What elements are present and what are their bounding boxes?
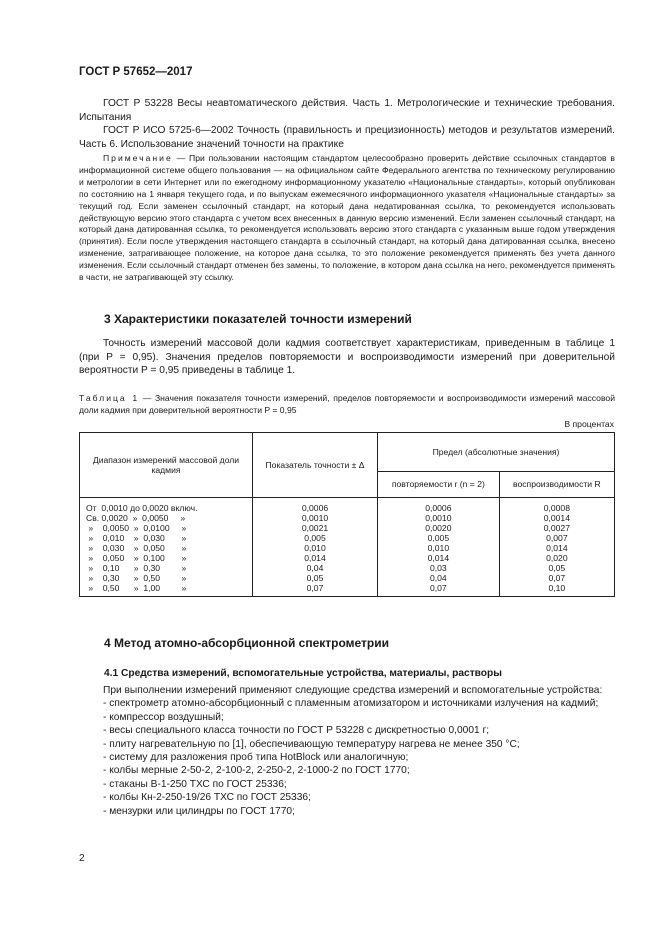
section-4-heading: 4 Метод атомно-абсорбционной спектрометрии	[104, 636, 390, 650]
list-item: - колбы мерные 2-50-2, 2-100-2, 2-250-2, 2-1000-2 по ГОСТ 1770;	[103, 765, 410, 777]
reproducibility-cell: 0,014	[499, 543, 614, 553]
repeatability-cell: 0,04	[378, 573, 500, 583]
table-row	[80, 563, 615, 573]
range-cell: » 0,030 » 0,050 »	[80, 543, 253, 553]
equipment-list	[79, 684, 615, 818]
note-paragraph	[79, 153, 615, 284]
reproducibility-cell: 0,0008	[499, 498, 614, 514]
accuracy-cell: 0,0006	[253, 498, 378, 514]
list-item: - систему для разложения проб типа HotBlock или аналогичную;	[103, 752, 409, 764]
accuracy-table	[79, 432, 615, 597]
reproducibility-cell: 0,07	[499, 573, 614, 583]
subsection-4-1-heading: 4.1 Средства измерений, вспомогательные устройства, материалы, растворы	[104, 668, 502, 679]
table-row	[80, 513, 615, 523]
col-repeat-header: повторяемости r (n = 2)	[378, 471, 500, 497]
col-limit-header: Предел (абсолютные значения)	[378, 433, 615, 472]
section-3-heading: 3 Характеристики показателей точности измерений	[104, 312, 412, 326]
list-item: - мензурки или цилиндры по ГОСТ 1770;	[103, 805, 295, 817]
list-item: - весы специального класса точности по ГОСТ Р 53228 с дискретностью 0,0001 г;	[103, 725, 490, 737]
table-row	[80, 498, 615, 514]
table-row	[80, 583, 615, 597]
repeatability-cell: 0,010	[378, 543, 500, 553]
table-row	[80, 523, 615, 533]
repeatability-cell: 0,07	[378, 583, 500, 597]
table-caption	[79, 393, 615, 417]
list-item: - колбы Кн-2-250-19/26 ТХС по ГОСТ 25336;	[103, 792, 311, 804]
table-row	[80, 543, 615, 553]
list-item: - стаканы В-1-250 ТХС по ГОСТ 25336;	[103, 778, 287, 790]
col-range-header: Диапазон измерений массовой доли кадмия	[80, 433, 253, 498]
equipment-items	[79, 697, 615, 818]
table-caption-text: — Значения показателя точности измерений, пределов повторяемости и воспроизводимости измерений массовой доли кадмия при доверительной вероятности P = 0,95	[79, 393, 615, 415]
accuracy-cell: 0,010	[253, 543, 378, 553]
repeatability-cell: 0,0006	[378, 498, 500, 514]
accuracy-cell: 0,04	[253, 563, 378, 573]
table-row	[80, 553, 615, 563]
note-label: Примечание	[103, 153, 173, 163]
range-cell: » 0,10 » 0,30 »	[80, 563, 253, 573]
reproducibility-cell: 0,05	[499, 563, 614, 573]
reproducibility-cell: 0,020	[499, 553, 614, 563]
repeatability-cell: 0,03	[378, 563, 500, 573]
section-3-paragraph: Точность измерений массовой доли кадмия соответствует характеристикам, приведенным в таблице 1 (при P = 0,95). Значения пределов повторяемости и воспроизводимости измерений при доверительной вероятности P = 0,95 приведены в таблице 1.	[79, 338, 615, 376]
list-item: - спектрометр атомно-абсорбционный с пламенным атомизатором и источниками излучения на кадмий;	[103, 698, 599, 710]
table-label: Таблица 1	[79, 393, 140, 403]
list-item: - плиту нагревательную по [1], обеспечивающую температуру нагрева не менее 350 °С;	[103, 738, 520, 750]
col-reprod-header: воспроизводимости R	[499, 471, 614, 497]
reproducibility-cell: 0,007	[499, 533, 614, 543]
equipment-intro: При выполнении измерений применяют следующие средства измерений и вспомогательные устройства:	[103, 685, 603, 696]
col-accuracy-header: Показатель точности ± Δ	[253, 433, 378, 498]
reproducibility-cell: 0,0014	[499, 513, 614, 523]
reference-1: ГОСТ Р 53228 Весы неавтоматического действия. Часть 1. Метрологические и технические требования. Испытания	[79, 98, 615, 123]
accuracy-cell: 0,0010	[253, 513, 378, 523]
range-cell: » 0,30 » 0,50 »	[80, 573, 253, 583]
range-cell: » 0,050 » 0,100 »	[80, 553, 253, 563]
table-unit: В процентах	[564, 419, 614, 429]
range-cell: Св. 0,0020 » 0,0050 »	[80, 513, 253, 523]
range-cell: От 0,0010 до 0,0020 включ.	[80, 498, 253, 514]
repeatability-cell: 0,0010	[378, 513, 500, 523]
reference-2: ГОСТ Р ИСО 5725-6—2002 Точность (правильность и прецизионность) методов и результатов измерений. Часть 6. Использование значений точности на практике	[79, 125, 615, 150]
accuracy-cell: 0,05	[253, 573, 378, 583]
reproducibility-cell: 0,10	[499, 583, 614, 597]
table-row	[80, 533, 615, 543]
range-cell: » 0,0050 » 0,0100 »	[80, 523, 253, 533]
reproducibility-cell: 0,0027	[499, 523, 614, 533]
accuracy-cell: 0,0021	[253, 523, 378, 533]
accuracy-cell: 0,07	[253, 583, 378, 597]
table-row	[80, 573, 615, 583]
note-text: — При пользовании настоящим стандартом целесообразно проверить действие ссылочных стандартов в информационной системе общего пользования — на официальном сайте Федерального агентства по техническому регулированию и метрологии в сети Интернет или по ежегодному информационному указателю «Национальные стандарты», который опубликован по состоянию на 1 января текущего года, и по выпускам ежемесячного информационного указателя «Национальные стандарты» за текущий год. Если заменен ссылочный стандарт, на который дана недатированная ссылка, то рекомендуется использовать действующую версию этого стандарта с учетом всех внесенных в данную версию изменений. Если заменен ссылочный стандарт, на который дана датированная ссылка, то рекомендуется использовать версию этого стандарта с указанным выше годом утверждения (принятия). Если после утверждения настоящего стандарта в ссылочный стандарт, на который дана датированная ссылка, внесено изменение, затрагивающее положение, на которое дана ссылка, то это положение рекомендуется применять без учета данного изменения. Если ссылочный стандарт отменен без замены, то положение, в котором дана ссылка на него, рекомендуется применять в части, не затрагивающей эту ссылку.	[79, 153, 615, 283]
repeatability-cell: 0,014	[378, 553, 500, 563]
range-cell: » 0,010 » 0,030 »	[80, 533, 253, 543]
repeatability-cell: 0,0020	[378, 523, 500, 533]
list-item: - компрессор воздушный;	[103, 711, 224, 723]
table-body	[80, 498, 615, 597]
accuracy-cell: 0,005	[253, 533, 378, 543]
page-number: 2	[79, 853, 85, 864]
range-cell: » 0,50 » 1,00 »	[80, 583, 253, 597]
document-header: ГОСТ Р 57652—2017	[79, 66, 193, 78]
accuracy-cell: 0,014	[253, 553, 378, 563]
repeatability-cell: 0,005	[378, 533, 500, 543]
